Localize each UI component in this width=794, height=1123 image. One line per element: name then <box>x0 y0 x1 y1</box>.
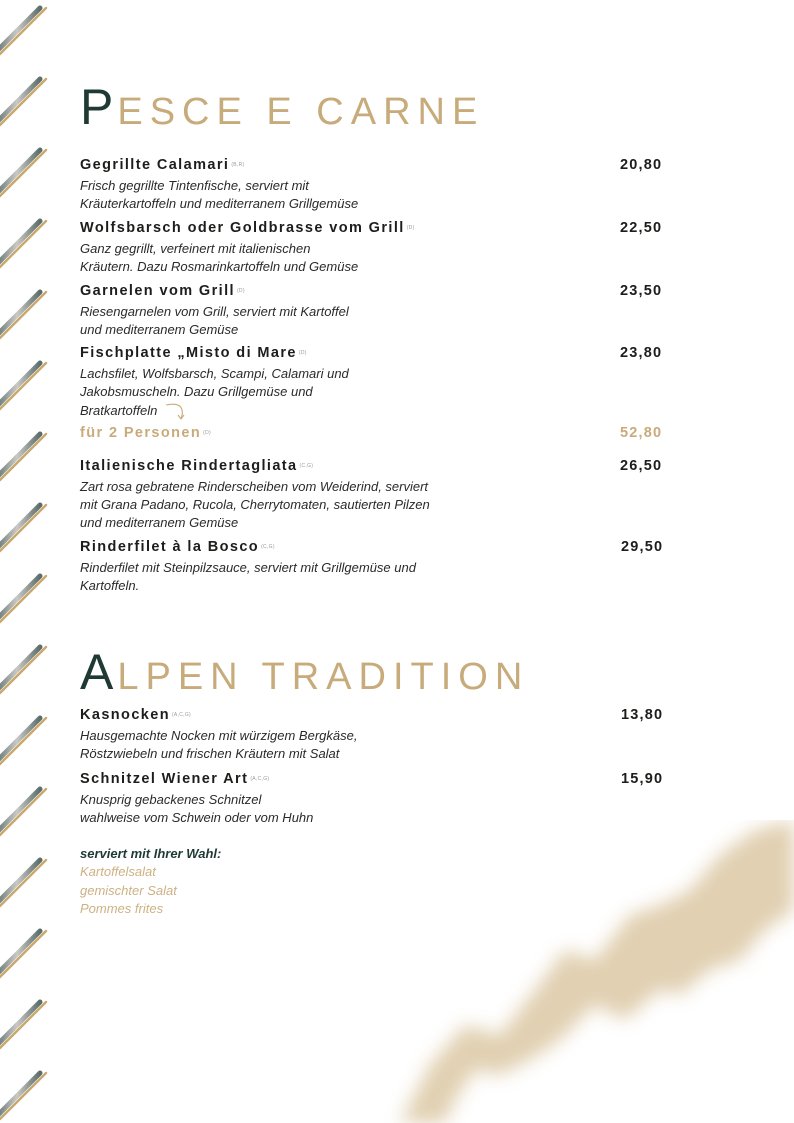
allergen-codes: (D) <box>236 288 245 294</box>
item-name: Garnelen vom Grill $^{(D)}$ <box>80 283 245 299</box>
curved-arrow-icon <box>165 401 189 421</box>
allergen-codes: (D) <box>406 225 415 231</box>
item-description: Riesengarnelen vom Grill, serviert mit Kartoffel und mediterranem Gemüse <box>80 304 349 338</box>
allergen-codes: (A,C,G) <box>171 712 192 718</box>
item-price: 22,50 <box>620 220 663 236</box>
item-price: 13,80 <box>621 707 664 723</box>
item-description: Frisch gegrillte Tintenfische, serviert mit Kräuterkartoffeln und mediterranem Grillgemüse <box>80 178 359 212</box>
item-price: 23,80 <box>620 345 663 361</box>
side-dish-option: Kartoffelsalat <box>80 864 156 879</box>
decorative-stripe-border <box>0 0 48 1123</box>
item-name: Kasnocken $^{(A,C,G)}$ <box>80 707 192 723</box>
item-description: Hausgemachte Nocken mit würzigem Bergkäse, Röstzwiebeln und frischen Kräutern mit Salat <box>80 728 358 762</box>
item-name: Schnitzel Wiener Art $^{(A,C,G)}$ <box>80 771 270 787</box>
item-price: 23,50 <box>620 283 663 299</box>
item-description: Zart rosa gebratene Rinderscheiben vom Weiderind, serviert mit Grana Padano, Rucola, Cherrytomaten, sautierten Pilzen und mediterranem Gemüse <box>80 479 430 531</box>
side-dish-label: serviert mit Ihrer Wahl: <box>80 846 222 861</box>
item-price: 26,50 <box>620 458 663 474</box>
allergen-codes: (D) <box>203 430 211 436</box>
menu-item-rinderfilet <box>80 538 670 595</box>
item-price: 15,90 <box>621 771 664 787</box>
item-name: Italienische Rindertagliata $^{(C,G)}$ <box>80 458 314 474</box>
allergen-codes: (A,C,G) <box>250 776 270 782</box>
mountain-silhouette-decoration <box>360 820 794 1123</box>
section-title-initial: A <box>80 644 118 700</box>
section-title-pesce-e-carne <box>80 78 484 136</box>
section-title-alpen-tradition <box>80 643 529 701</box>
item-name: Fischplatte „Misto di Mare $^{(D)}$ <box>80 345 307 361</box>
item-name: Wolfsbarsch oder Goldbrasse vom Grill $^{(D)}$ <box>80 220 415 236</box>
menu-item-fischplatte <box>80 344 670 421</box>
side-dish-option: gemischter Salat <box>80 882 177 898</box>
section-title-rest: LPEN TRADITION <box>117 656 530 698</box>
item-description: Ganz gegrillt, verfeinert mit italienischen Kräutern. Dazu Rosmarinkartoffeln und Gemüse <box>80 241 359 275</box>
item-price: 29,50 <box>621 539 664 555</box>
menu-item-gegrillte-calamari <box>80 156 670 213</box>
item-description: Rinderfilet mit Steinpilzsauce, serviert mit Grillgemüse und Kartoffeln. <box>80 560 416 594</box>
menu-item-wolfsbarsch <box>80 219 670 276</box>
variant-label: für 2 Personen $^{(D)}$ <box>80 425 211 441</box>
menu-item-rindertagliata <box>80 457 670 533</box>
section-title-rest: ESCE E CARNE <box>117 91 485 133</box>
menu-item-kasnocken <box>80 706 670 763</box>
allergen-codes: (C,G) <box>299 463 314 469</box>
allergen-codes: (D) <box>298 350 307 356</box>
menu-item-schnitzel-wiener-art <box>80 770 670 827</box>
item-description: Knusprig gebackenes Schnitzel wahlweise vom Schwein oder vom Huhn <box>80 792 314 826</box>
allergen-codes: (C,G) <box>261 544 275 550</box>
menu-item-variant-2-personen <box>80 424 670 442</box>
allergen-codes: (B,R) <box>231 162 245 168</box>
menu-item-garnelen <box>80 282 670 339</box>
side-dish-options <box>80 845 221 919</box>
item-name: Rinderfilet à la Bosco $^{(C,G)}$ <box>80 539 275 555</box>
side-dish-option: Pommes frites <box>80 901 164 916</box>
section-title-initial: P <box>80 79 118 135</box>
variant-price: 52,80 <box>620 425 663 441</box>
item-price: 20,80 <box>620 157 663 173</box>
item-name: Gegrillte Calamari $^{(B,R)}$ <box>80 157 245 173</box>
item-description: Lachsfilet, Wolfsbarsch, Scampi, Calamari und Jakobsmuscheln. Dazu Grillgemüse und Bratkartoffeln <box>80 365 480 421</box>
